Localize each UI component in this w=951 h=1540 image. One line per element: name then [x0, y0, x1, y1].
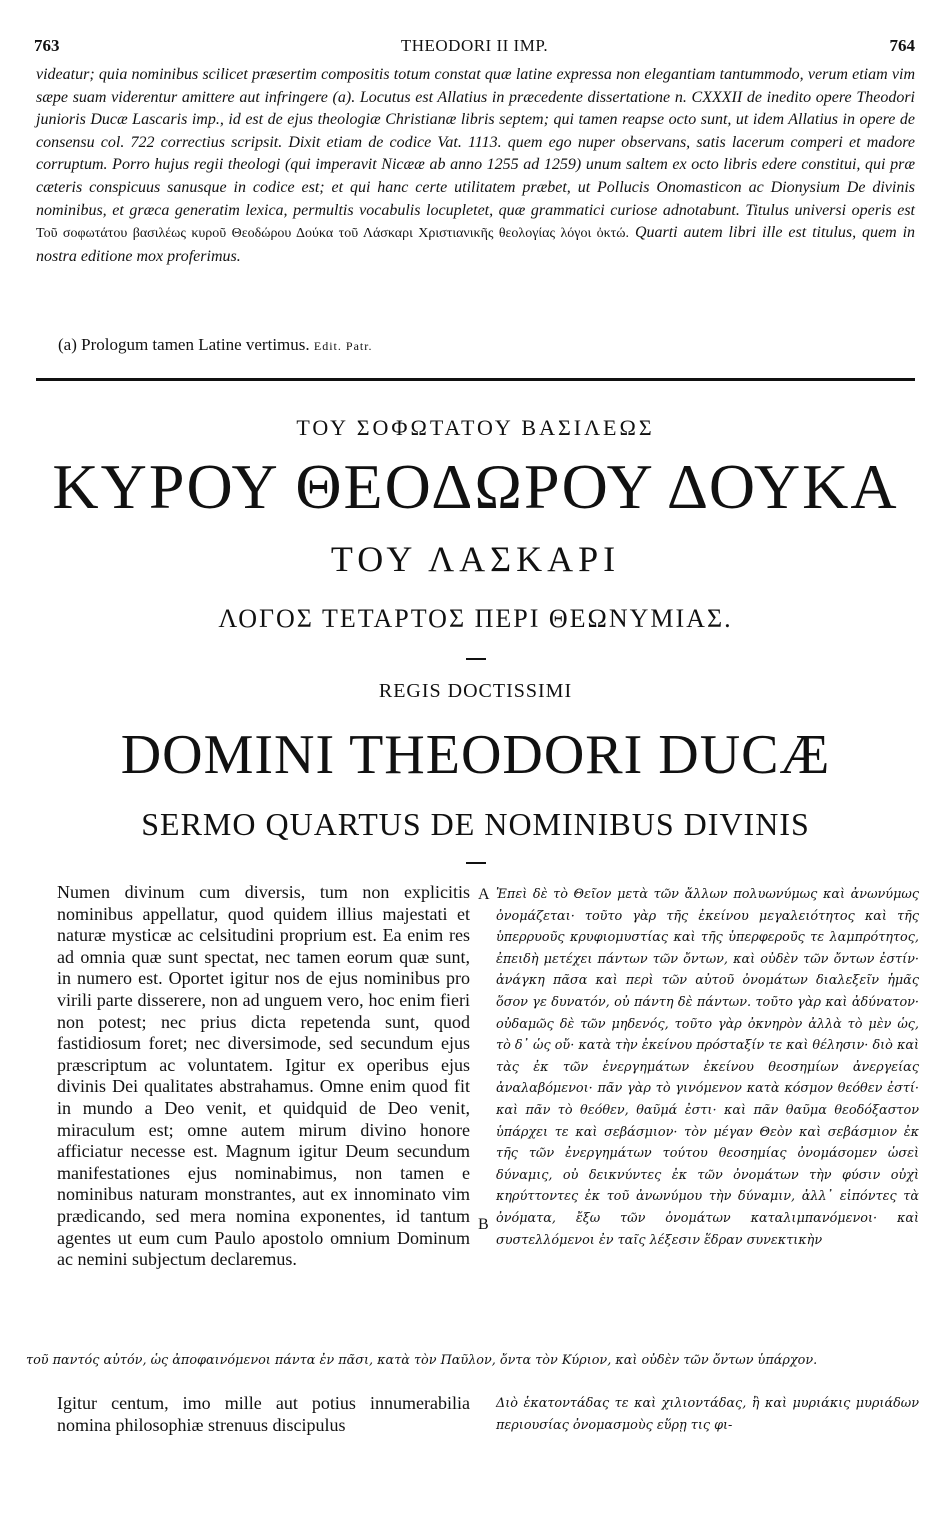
running-header	[34, 36, 915, 60]
latin-title-line3: SERMO QUARTUS DE NOMINIBUS DIVINIS	[141, 806, 810, 842]
latin-title-line2: DOMINI THEODORI DUCÆ	[120, 724, 831, 786]
latin-column	[57, 882, 470, 1271]
margin-marker-a: A	[478, 886, 490, 903]
latin-paragraph-2: Igitur centum, imo mille aut potius innumerabilia nomina philosophiæ strenuus discipulus	[57, 1393, 470, 1435]
note-text-part2: Quarti autem libri ille est titulus, quem in nostra editione mox proferimus.	[36, 224, 916, 265]
page-number-left: 763	[34, 36, 60, 55]
note-text-part1: videatur; quia nominibus scilicet præsertim compositis totum constat quæ latine expressa non elegantiam tantummodo, verum etiam vim sæpe suam viderentur amittere aut infringere (a). Locutus est Allatius in præcedente dissertatione n. CXXXII de inedito opere Theodori junioris Ducæ Lascaris imp., id est de ejus theologiæ Christianæ libris septem; qui tamen reapse octo sunt, ut idem Allatius in opere de consensu col. 722 correctius scripsit. Dixit etiam de codice Vat. 1113. quem ego nuper observans, satis lacerum comperi et madore corruptum. Porro hujus regii theologi (qui imperavit Nicææ ab anno 1255 ad 1259) unum saltem ex octo libris edere constitui, qui præ cæteris conspicuus sanusque in codice est; et qui hanc certe utilitatem præbet, ut Pollucis Onomasticon ac Dionysium De divinis nominibus, et græca generatim lexica, permultis vocabulis locupletet, quæ grammatici curiose adnotabunt. Titulus universi operis est	[36, 66, 915, 219]
greek-title-line1: ΤΟΥ ΣΟΦΩΤΑΤΟΥ ΒΑΣΙΛΕΩΣ	[296, 415, 655, 440]
introductory-note	[36, 64, 915, 268]
latin-paragraph: Numen divinum cum diversis, tum non explicitis nominibus appellatur, quod quidem illius majestati et naturæ mysticæ ac celsitudini proprium est. Ea enim res ad omnia quæ sunt spectat, nec tamen eorum quæ sunt, in numero est. Oportet igitur nos de ejus nominibus pro virili parte disserere, non ad unguem vero, hoc enim fieri non potest; nec prius dicta repetenda sunt, quod fastidiosum foret; nec diversimode, sed secundum ejus præscriptum ac voluntatem. Igitur ex operibus ejus divinis Dei qualitates abstrahamus. Omne enim quod fit in mundo a Deo venit, et quidquid de Deo venit, miraculum est; omne autem mirum divino honore afficiatur necesse est. Magnum igitur Deum secundum manifestationes ejus nominabimus, non tamen e nominibus naturam monstrantes, aut ex innominato vim prædicando, sed mera nomina exponentes, id tantum agentes ut eum cum Paulo apostolo omnium Dominum ac nemini subjectum declaremus.	[57, 882, 470, 1270]
greek-paragraph-2: Διὸ ἑκατοντάδας τε καὶ χιλιοντάδας, ἢ καὶ μυριάκις μυριάδων περιουσίας ὀνομασμοὺς εὕρῃ τις φι-	[496, 1396, 919, 1433]
section-rule	[36, 378, 915, 381]
footnote-editor: Edit. Patr.	[313, 339, 373, 353]
latin-title-line1: REGIS DOCTISSIMI	[378, 680, 573, 702]
note-greek-title: Τοῦ σοφωτάτου βασιλέως κυροῦ Θεοδώρου Δούκα τοῦ Λάσκαρι Χριστιανικῆς θεολογίας λόγοι ὀκτώ.	[36, 226, 630, 242]
footnote-text: (a) Prologum tamen Latine vertimus.	[58, 335, 310, 354]
greek-title-line3: ΤΟΥ ΛΑΣΚΑΡΙ	[330, 539, 621, 579]
title-divider	[466, 658, 486, 660]
greek-title-line4: ΛΟΓΟΣ ΤΕΤΑΡΤΟΣ ΠΕΡΙ ΘΕΩΝΥΜΙΑΣ.	[218, 604, 733, 633]
footnote	[58, 335, 373, 355]
margin-marker-b: B	[478, 1216, 489, 1233]
page-number-right: 764	[889, 36, 915, 55]
greek-continuation-line: τοῦ παντός αὐτόν, ὡς ἀποφαινόμενοι πάντα ἐν πᾶσι, κατὰ τὸν Παῦλον, ὄντα τὸν Κύριον, καὶ οὐδὲν τῶν ὄντων ὑπάρχον.	[26, 1353, 818, 1368]
title-divider	[466, 862, 486, 864]
running-title: THEODORI II IMP.	[400, 36, 549, 55]
greek-column	[496, 884, 919, 1251]
greek-paragraph: Ἐπεὶ δὲ τὸ Θεῖον μετὰ τῶν ἄλλων πολυωνύμως καὶ ἀνωνύμως ὀνομάζεται· τοῦτο γὰρ τῆς ἐκείνου μεγαλειότητος καὶ τῆς ὑπερρυοῦς κρυφιομυστίας καὶ τῆς ὑπερφεροῦς τε λαμπρότητος, ἐπειδὴ μετέχει πάντων τῶν ὄντων, καὶ οὐδὲν τῶν ὄντων ἐστίν· ἀνάγκη πᾶσα καὶ περὶ τῶν αὐτοῦ ὀνομάτων διαλεξεῖν ἡμᾶς ὅσον γε δυνατόν, οὐ πάντη δὲ πάντων. τοῦτο γὰρ καὶ ἀδύνατον· οὐδαμῶς δὲ τῶν μηδενός, τοῦτο γὰρ ὀκνηρὸν ἀλλὰ τὸ μὲν ὡς, τὸ δ᾽ ὡς οὔ· κατὰ τὴν ἐκείνου πρόσταξίν τε καὶ θέλησιν· διὸ καὶ τὰς ἐκ τῶν ἐνεργημάτων ἐκείνου θεοσημίων ἀνεργείας ἀναλαβόμενοι· πᾶν γὰρ τὸ γινόμενον κατὰ κόσμον θεόθεν ἐστί· καὶ πᾶν τὸ θεόθεν, θαῦμά ἐστι· καὶ πᾶν θαῦμα θεοδόξαστον ὑπάρχει τε καὶ σεβάσμιον· τὸν μέγαν Θεὸν καὶ σεβάσμιον ἐκ τῆς τῶν ἐνεργημάτων τούτου θεοσημίας ὀνομάσομεν ὡσεὶ δύναμις, οὐ δεικνύντες ἐκ τῶν ὀνομάτων τὴν φύσιν οὐχὶ κηρύττοντες ἐκ τοῦ ἀνωνύμου τὴν δύναμιν, ἀλλ᾽ εἰπόντες τὰ ὀνόματα, ἔξω τῶν ὀνομάτων καταλιμπανόμενοι· καὶ συστελλόμενοι ἐν ταῖς λέξεσιν ἕδραν συνεκτικὴν	[496, 887, 919, 1248]
greek-title-line2: ΚΥΡΟΥ ΘΕΟΔΩΡΟΥ ΔΟΥΚΑ	[52, 451, 899, 522]
